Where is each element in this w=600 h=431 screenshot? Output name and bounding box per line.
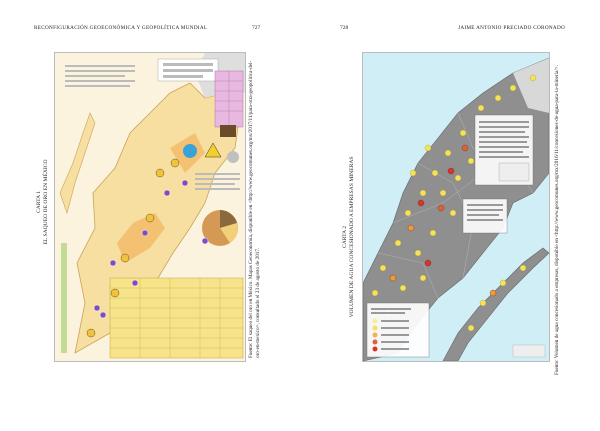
page-number-left: 727 xyxy=(252,25,261,31)
running-head-right: JAIME ANTONIO PRECIADO CORONADO xyxy=(458,25,566,31)
figure-title: VOLUMEN DE AGUA CONCESIONADO A EMPRESAS MINERAS xyxy=(349,156,355,318)
figure-title: EL SAQUEO DE ORO EN MÉXICO xyxy=(43,159,49,245)
running-head-left: RECONFIGURACIÓN GEOECONÓMICA Y GEOPOLÍTICA MUNDIAL xyxy=(34,25,208,31)
right-page xyxy=(300,0,600,431)
figure-caption-2 xyxy=(342,142,356,332)
figure-label: CARTA 2 xyxy=(342,225,348,249)
map-gold-graphic xyxy=(55,53,245,361)
figure-label: CARTA 1 xyxy=(36,190,42,214)
figure-caption-1 xyxy=(36,132,50,272)
map-gold-mexico xyxy=(54,52,246,362)
figure-source-2: Fuente: Volumen de agua concesionado a empresas, disponible en <http://www.geocomunes.org/mx/2016/11/concesiones-de-agua-para-la-mineria/>. xyxy=(554,64,560,375)
page-number-right: 728 xyxy=(340,25,349,31)
map-water-graphic xyxy=(363,53,549,361)
map-water-mining xyxy=(362,52,550,362)
figure-source-1: Fuente: El saqueo del oro en México. Mapas Geoeconomía, disponible en <http://www.geocomunes.org/mx/2017/11/para-otra-geopolitica-del-oro-en-mexico>, consultado el 23 de agosto de 2017. xyxy=(248,60,261,358)
